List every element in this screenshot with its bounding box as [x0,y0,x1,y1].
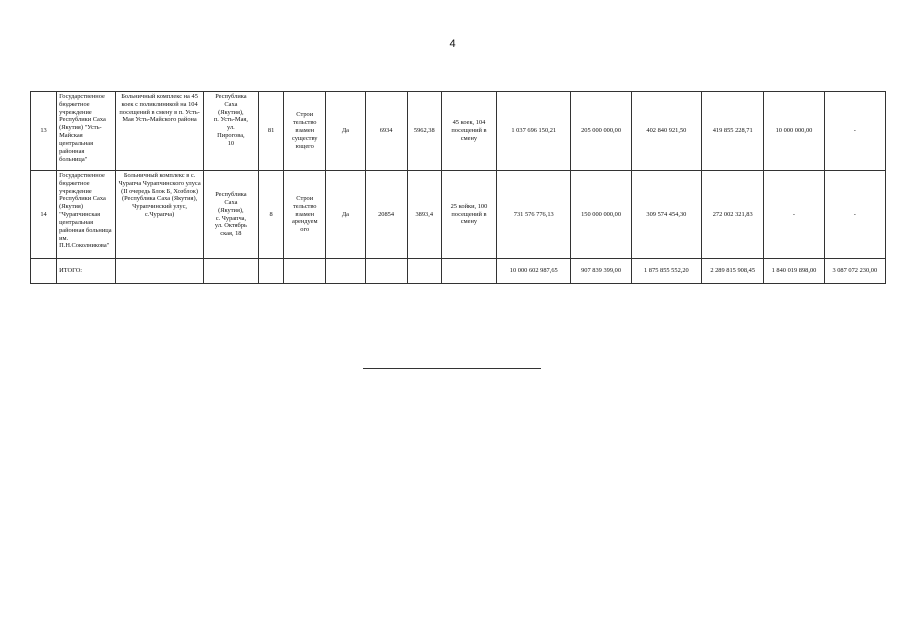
capacity-cell: 25 койки, 100 посещений в смену [441,171,496,259]
empty-cell [365,259,407,284]
cell-col4: 81 [259,92,284,171]
total-label: ИТОГО: [57,259,116,284]
empty-cell [284,259,326,284]
total-value-3: 1 875 855 552,20 [631,259,701,284]
value-cell-5: 10 000 000,00 [764,92,824,171]
institution-cell: Государственное бюджетное учреждение Республики Саха (Якутия) "Чурапчинская центральная районная больница им. П.Н.Соколникова" [57,171,116,259]
cell-col8: 3893,4 [407,171,441,259]
value-cell-3: 309 574 454,30 [631,171,701,259]
object-cell: Больничный комплекс в с. Чурапча Чурапчинского улуса (II очередь Блок Б, Хозблок) (Республика Саха (Якутия), Чурапчинский улус, с.Чурапча) [116,171,203,259]
value-cell-5: - [764,171,824,259]
empty-cell [326,259,365,284]
cell-col6: Да [326,171,365,259]
empty-cell [203,259,258,284]
empty-cell [116,259,203,284]
work-type-cell: Строи тельство взамен арендуем ого [284,171,326,259]
value-cell-3: 402 840 921,50 [631,92,701,171]
address-cell: Республика Саха (Якутия), с. Чурапча, ул. Октябрь ская, 18 [203,171,258,259]
empty-cell [31,259,57,284]
page-number: 4 [449,38,456,50]
total-value-2: 907 839 399,00 [571,259,631,284]
value-cell-1: 731 576 776,13 [497,171,571,259]
value-cell-6: - [824,171,885,259]
empty-cell [259,259,284,284]
empty-cell [407,259,441,284]
institution-cell: Государственное бюджетное учреждение Республики Саха (Якутия) "Усть-Майская центральная районная больница" [57,92,116,171]
row-number: 13 [31,92,57,171]
capacity-cell: 45 коек, 104 посещений в смену [441,92,496,171]
value-cell-2: 205 000 000,00 [571,92,631,171]
empty-cell [441,259,496,284]
total-value-4: 2 289 815 908,45 [702,259,764,284]
object-cell: Больничный комплекс на 45 коек с поликлиникой на 104 посещений в смену в п. Усть-Мая Усть-Майского района [116,92,203,171]
value-cell-1: 1 037 696 150,21 [497,92,571,171]
cell-col4: 8 [259,171,284,259]
capital-investment-table [30,91,886,284]
total-row [31,259,886,284]
row-number: 14 [31,171,57,259]
cell-col7: 20854 [365,171,407,259]
cell-col6: Да [326,92,365,171]
work-type-cell: Строи тельство взамен существу ющего [284,92,326,171]
total-value-5: 1 840 019 898,00 [764,259,824,284]
value-cell-6: - [824,92,885,171]
table-row [31,92,886,171]
address-cell: Республика Саха (Якутия), п. Усть-Мая, ул. Пирогова, 10 [203,92,258,171]
total-value-6: 3 087 072 230,00 [824,259,885,284]
table-row [31,171,886,259]
cell-col7: 6934 [365,92,407,171]
cell-col8: 5962,38 [407,92,441,171]
total-value-1: 10 000 602 987,65 [497,259,571,284]
value-cell-4: 419 855 228,71 [702,92,764,171]
value-cell-4: 272 002 321,83 [702,171,764,259]
value-cell-2: 150 000 000,00 [571,171,631,259]
footer-divider [363,368,541,369]
